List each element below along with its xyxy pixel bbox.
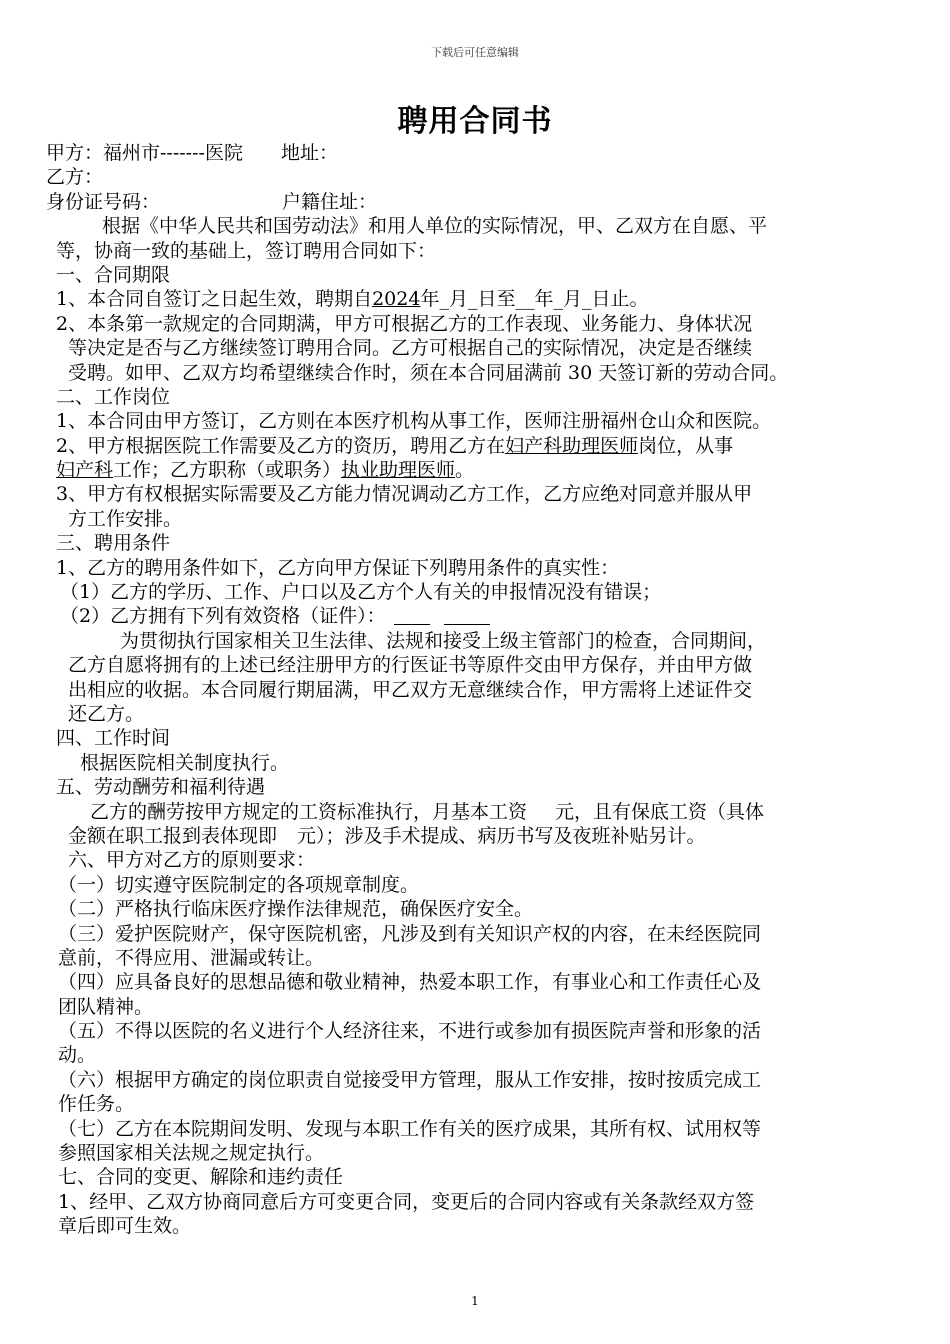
section7-line-2: 章后即可生效。	[58, 1215, 192, 1238]
section1-heading: 一、合同期限	[56, 263, 171, 286]
household-label: 户籍住址：	[282, 190, 378, 213]
section6-line-3: （三）爱护医院财产，保守医院机密，凡涉及到有关知识产权的内容，在未经医院同	[58, 922, 762, 945]
job-title: 执业助理医师	[341, 459, 456, 482]
section1-item2-line1: 2、本条第一款规定的合同期满，甲方可根据乙方的工作表现、业务能力、身体状况	[56, 312, 753, 335]
page-number: 1	[471, 1294, 479, 1308]
section3-para-line2: 乙方自愿将拥有的上述已经注册甲方的行医证书等原件交由甲方保存，并由甲方做	[68, 654, 753, 677]
intro-line-2: 等，协商一致的基础上，签订聘用合同如下：	[56, 239, 437, 262]
department-name: 妇产科	[56, 459, 114, 482]
certificate-blank-1	[394, 606, 430, 625]
section6-line-9: （六）根据甲方确定的岗位职责自觉接受甲方管理，服从工作安排，按时按质完成工	[58, 1068, 762, 1091]
section3-para-line4: 还乙方。	[68, 702, 145, 725]
section4-heading: 四、工作时间	[56, 727, 171, 750]
section6-line-6: 团队精神。	[58, 995, 154, 1018]
certificate-blank-2	[444, 606, 490, 625]
section6-line-7: （五）不得以医院的名义进行个人经济往来，不进行或参加有损医院声誉和形象的活	[58, 1020, 762, 1043]
section6-line-5: （四）应具备良好的思想品德和敬业精神，热爱本职工作，有事业心和工作责任心及	[58, 971, 762, 994]
section3-cond1: （1）乙方的学历、工作、户口以及乙方个人有关的申报情况没有错误；	[60, 581, 662, 604]
party-a-line	[46, 141, 894, 165]
section6-line-4: 意前，不得应用、泄漏或转让。	[58, 946, 325, 969]
section1-item1: 1、本合同自签订之日起生效，聘期自2024年_月_日至__年_月_日止。	[56, 288, 649, 311]
section3-cond2: （2）乙方拥有下列有效资格（证件）：	[46, 604, 894, 628]
section6-line-2: （二）严格执行临床医疗操作法律规范，确保医疗安全。	[58, 898, 534, 921]
section1-item2-line2: 等决定是否与乙方继续签订聘用合同。乙方可根据自己的实际情况，决定是否继续	[68, 337, 753, 360]
section2-item2-line2: 妇产科工作；乙方职称（或职务）执业助理医师。	[56, 459, 475, 482]
section6-line-8: 动。	[58, 1044, 97, 1067]
section3-item1: 1、乙方的聘用条件如下，乙方向甲方保证下列聘用条件的真实性：	[56, 556, 620, 579]
id-line	[46, 190, 894, 214]
section6-line-11: （七）乙方在本院期间发明、发现与本职工作有关的医疗成果，其所有权、试用权等	[58, 1117, 762, 1140]
document-body	[46, 141, 894, 1239]
section6-line-10: 作任务。	[58, 1093, 135, 1116]
id-number-label: 身份证号码：	[46, 190, 161, 213]
header-note: 下载后可任意编辑	[431, 46, 519, 59]
section2-item2-line1: 2、甲方根据医院工作需要及乙方的资历，聘用乙方在妇产科助理医师岗位，从事	[56, 434, 734, 457]
section7-line-1: 1、经甲、乙双方协商同意后方可变更合同，变更后的合同内容或有关条款经双方签	[58, 1190, 755, 1213]
section3-para-line3: 出相应的收据。本合同履行期届满，甲乙双方无意继续合作，甲方需将上述证件交	[68, 678, 753, 701]
section3-para-line1: 为贯彻执行国家相关卫生法律、法规和接受上级主管部门的检查，合同期间，	[120, 629, 767, 652]
section6-line-12: 参照国家相关法规之规定执行。	[58, 1142, 325, 1165]
party-b-line: 乙方：	[46, 166, 104, 189]
section7-heading: 七、合同的变更、解除和违约责任	[58, 1166, 344, 1189]
section2-heading: 二、工作岗位	[56, 385, 171, 408]
section1-item2-line3: 受聘。如甲、乙双方均希望继续合作时，须在本合同届满前 30 天签订新的劳动合同。	[68, 361, 789, 384]
section2-item1: 1、本合同由甲方签订，乙方则在本医疗机构从事工作，医师注册福州仓山众和医院。	[56, 410, 772, 433]
section5-line2: 金额在职工报到表体现即 元）；涉及手术提成、病历书写及夜班补贴另计。	[68, 824, 706, 847]
document-title: 聘用合同书	[397, 104, 553, 139]
section5-line1: 乙方的酬劳按甲方规定的工资标准执行，月基本工资 元，且有保底工资（具体	[90, 800, 765, 823]
section5-heading: 五、劳动酬劳和福利待遇	[56, 776, 266, 799]
section2-item3-line1: 3、甲方有权根据实际需要及乙方能力情况调动乙方工作，乙方应绝对同意并服从甲	[56, 483, 753, 506]
section6-line-1: （一）切实遵守医院制定的各项规章制度。	[58, 873, 420, 896]
section3-heading: 三、聘用条件	[56, 532, 171, 555]
address-label: 地址：	[280, 142, 338, 164]
section4-text: 根据医院相关制度执行。	[80, 751, 290, 774]
post-name: 妇产科助理医师	[505, 434, 639, 457]
intro-line-1: 根据《中华人民共和国劳动法》和用人单位的实际情况，甲、乙双方在自愿、平	[102, 215, 768, 238]
contract-year: 2024	[372, 288, 421, 311]
section6-heading: 六、甲方对乙方的原则要求：	[68, 849, 316, 872]
party-a-label: 甲方：福州市-------医院	[46, 142, 243, 164]
section2-item3-line2: 方工作安排。	[68, 507, 183, 530]
